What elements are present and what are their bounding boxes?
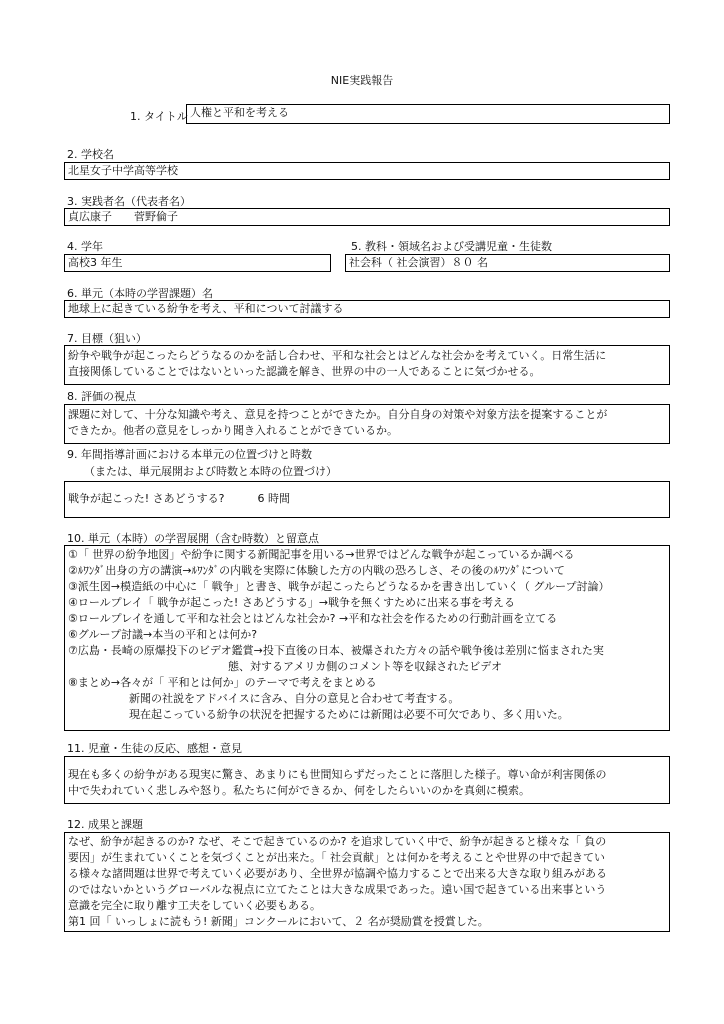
evaluation-line: 課題に対して、十分な知識や考え、意見を持つことができたか。自分自身の対策や対象方法を提案することが	[68, 408, 608, 421]
reaction-line: 中で失われていく悲しみや怒り。私たちに何ができるか、何をしたらいいのかを真剣に模索。	[68, 784, 530, 797]
subject-field: 社会科（ 社会演習）８０ 名	[345, 254, 670, 272]
results-line: のではないかというグローバルな視点に立てたことは大きな成果であった。遠い国で起きている出来事という	[68, 883, 607, 896]
page-title: NIE実践報告	[330, 74, 394, 87]
grade-label: 4. 学年	[67, 240, 103, 253]
development-label: 10. 単元（本時）の学習展開（含む時数）と留意点	[67, 532, 319, 545]
development-line: ③派生図→模造紙の中心に「 戦争」と書き、戦争が起こったらどうなるかを書き出していく（ グループ討論）	[68, 580, 610, 593]
reaction-line: 現在も多くの紛争がある現実に驚き、あまりにも世間知らずだったことに落胆した様子。尊い命が利害関係の	[68, 768, 607, 781]
plan-field: 戦争が起こった! さあどうする? 6 時間	[64, 481, 670, 518]
development-line: 現在起こっている紛争の状況を把握するためには新聞は必要不可欠であり、多く用いた。	[129, 708, 569, 721]
unit-field: 地球上に起きている紛争を考え、平和について討議する	[64, 300, 670, 318]
results-line: 第1 回「 いっしょに読もう! 新聞」コンクールにおいて、２ 名が奨励賞を授賞した。	[68, 915, 489, 928]
goal-line: 紛争や戦争が起こったらどうなるのかを話し合わせ、平和な社会とはどんな社会かを考えていく。日常生活に	[68, 349, 607, 362]
results-field	[64, 832, 670, 932]
results-line: る様々な諸問題は世界で考えていく必要があり、全世界が協調や協力することで出来る大きな取り組みがある	[68, 867, 607, 880]
goal-label: 7. 目標（狙い）	[67, 332, 147, 345]
evaluation-line: できたか。他者の意見をしっかり聞き入れることができているか。	[68, 424, 398, 437]
results-line: 意識を完全に取り離す工夫をしていく必要もある。	[68, 899, 321, 912]
development-line: ⑥グループ討議→本当の平和とは何か?	[68, 628, 258, 641]
results-line: なぜ、紛争が起きるのか? なぜ、そこで起きているのか? を追求していく中で、紛争が起きると様々な「 負の	[68, 835, 607, 848]
goal-field	[64, 345, 670, 385]
grade-field: 高校3 年生	[64, 254, 331, 272]
development-line: 新聞の社説をアドバイスに含み、自分の意見と合わせて考査する。	[129, 692, 460, 705]
school-field: 北星女子中学高等学校	[64, 162, 670, 180]
goal-line: 直接関係していることではないといった認識を解き、世界の中の一人であることに気づかせる。	[68, 365, 541, 378]
evaluation-label: 8. 評価の視点	[67, 390, 136, 403]
results-label: 12. 成果と課題	[67, 818, 143, 831]
development-line: ⑧まとめ→各々が「 平和とは何か」のテーマで考えをまとめる	[68, 676, 377, 689]
reaction-field	[64, 756, 670, 804]
practitioner-label: 3. 実践者名（代表者名）	[67, 195, 191, 208]
reaction-label: 11. 児童・生徒の反応、感想・意見	[67, 742, 242, 755]
development-line: ②ﾙﾜﾝﾀﾞ出身の方の講演→ﾙﾜﾝﾀﾞの内戦を実際に体験した方の内戦の恐ろしさ、その後のﾙﾜﾝﾀﾞについて	[68, 564, 565, 577]
plan-label: 9. 年間指導計画における本単元の位置づけと時数	[67, 448, 312, 461]
evaluation-field	[64, 404, 670, 444]
results-line: 要因」が生まれていくことを気づくことが出来た。「 社会貢献」とは何かを考えることや世界の中で起きてい	[68, 851, 605, 864]
development-line: ⑤ロールプレイを通して平和な社会とはどんな社会か? →平和な社会を作るための行動計画を立てる	[68, 612, 558, 625]
title-field: 人権と平和を考える	[186, 104, 670, 124]
development-line: ①「 世界の紛争地図」や紛争に関する新聞記事を用いる→世界ではどんな戦争が起こっているか調べる	[68, 548, 575, 561]
title-label: 1. タイトル	[130, 110, 188, 123]
development-line: ④ロールプレイ「 戦争が起こった! さあどうする」→戦争を無くすために出来る事を考える	[68, 596, 516, 609]
plan-sublabel: （または、単元展開および時数と本時の位置づけ）	[84, 465, 337, 478]
practitioner-field: 貞広康子 菅野倫子	[64, 208, 670, 226]
unit-label: 6. 単元（本時の学習課題）名	[67, 287, 213, 300]
subject-label: 5. 教科・領域名および受講児童・生徒数	[351, 240, 552, 253]
development-line: ⑦広島・長崎の原爆投下のビデオ鑑賞→投下直後の日本、被爆された方々の話や戦争後は差別に悩まされた実	[68, 644, 604, 657]
development-field	[64, 545, 670, 731]
school-label: 2. 学校名	[67, 148, 114, 161]
development-line: 態、対するアメリカ側のコメント等を収録されたビデオ	[228, 660, 503, 673]
